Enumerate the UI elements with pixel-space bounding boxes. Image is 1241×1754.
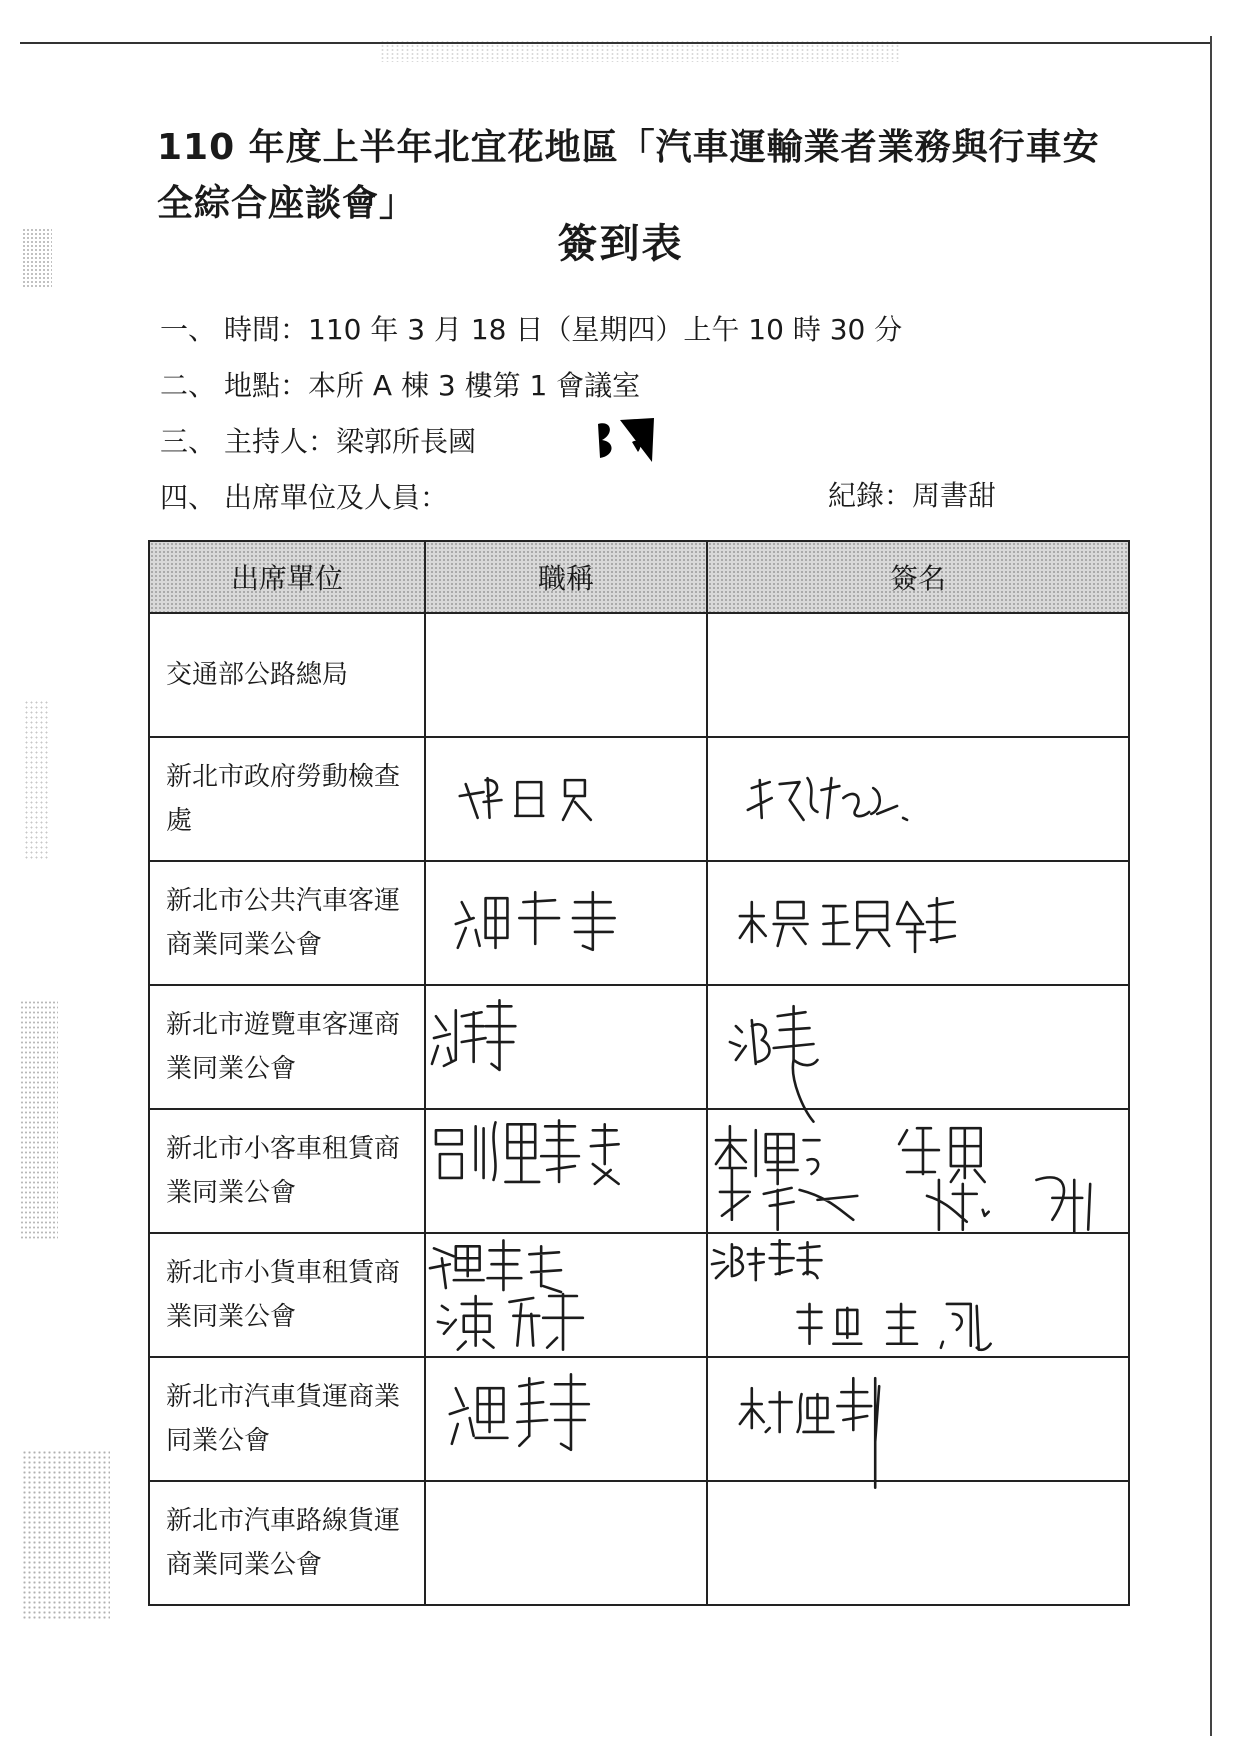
unit-cell: 新北市遊覽車客運商業同業公會	[149, 985, 425, 1109]
title-cell	[425, 1233, 707, 1357]
host-signature	[540, 412, 690, 468]
info-time	[160, 310, 902, 350]
table-row	[149, 1481, 1129, 1605]
header-unit: 出席單位	[149, 541, 425, 613]
info-attendees-text: 出席單位及人員：	[224, 481, 449, 514]
info-place-number: 二、	[160, 369, 217, 402]
scan-noise-left-3	[20, 1000, 58, 1240]
title-cell	[425, 1109, 707, 1233]
unit-cell: 交通部公路總局	[149, 613, 425, 737]
title-cell	[425, 1481, 707, 1605]
sign-in-table	[148, 540, 1130, 1606]
table-header-row	[149, 541, 1129, 613]
handwritten-title	[426, 1110, 706, 1232]
handwritten-title	[426, 1234, 706, 1356]
signature-cell	[707, 1109, 1129, 1233]
table-row	[149, 613, 1129, 737]
table-row	[149, 737, 1129, 861]
unit-cell: 新北市政府勞動檢查處	[149, 737, 425, 861]
handwritten-title	[426, 738, 706, 860]
unit-cell: 新北市汽車路線貨運商業同業公會	[149, 1481, 425, 1605]
info-attendees	[160, 478, 448, 518]
handwritten-title	[426, 1358, 706, 1480]
handwritten-signature	[708, 1234, 1128, 1356]
title-cell	[425, 985, 707, 1109]
info-place	[160, 366, 640, 406]
signature-cell	[707, 1233, 1129, 1357]
handwritten-signature	[708, 986, 1128, 1108]
handwritten-signature	[708, 1110, 1128, 1232]
scan-noise-left-4	[22, 1450, 110, 1620]
scan-noise-left-2	[24, 700, 50, 860]
info-time-text: 時間：110 年 3 月 18 日（星期四）上午 10 時 30 分	[224, 313, 903, 346]
unit-cell: 新北市小貨車租賃商業同業公會	[149, 1233, 425, 1357]
header-signature: 簽名	[707, 541, 1129, 613]
signature-cell	[707, 861, 1129, 985]
handwritten-title	[426, 986, 706, 1108]
table-row	[149, 1109, 1129, 1233]
table-row	[149, 1233, 1129, 1357]
signature-cell	[707, 1357, 1129, 1481]
page-top-rule	[20, 42, 1210, 44]
header-title: 職稱	[425, 541, 707, 613]
unit-cell: 新北市公共汽車客運商業同業公會	[149, 861, 425, 985]
info-attendees-number: 四、	[160, 481, 217, 514]
handwritten-title	[426, 862, 706, 984]
info-host	[160, 422, 476, 462]
recorder: 紀錄：周書甜	[828, 479, 997, 512]
handwritten-signature	[708, 738, 1128, 860]
table-row	[149, 985, 1129, 1109]
handwritten-signature	[708, 1358, 1128, 1480]
title-cell	[425, 861, 707, 985]
table-row	[149, 861, 1129, 985]
info-host-text: 主持人：梁郭所長國	[224, 425, 477, 458]
title-cell	[425, 613, 707, 737]
info-time-number: 一、	[160, 313, 217, 346]
document-title: 110 年度上半年北宜花地區「汽車運輸業者業務與行車安全綜合座談會」	[157, 127, 1100, 224]
handwritten-signature	[708, 862, 1128, 984]
unit-cell: 新北市汽車貨運商業同業公會	[149, 1357, 425, 1481]
signature-cell	[707, 737, 1129, 861]
signature-cell	[707, 613, 1129, 737]
unit-cell: 新北市小客車租賃商業同業公會	[149, 1109, 425, 1233]
page-right-rule	[1210, 36, 1212, 1736]
signature-cell	[707, 985, 1129, 1109]
title-cell	[425, 1357, 707, 1481]
table-row	[149, 1357, 1129, 1481]
title-cell	[425, 737, 707, 861]
signature-cell	[707, 1481, 1129, 1605]
info-host-number: 三、	[160, 425, 217, 458]
info-place-text: 地點：本所 A 棟 3 樓第 1 會議室	[224, 369, 641, 402]
document-subtitle: 簽到表	[557, 221, 684, 267]
